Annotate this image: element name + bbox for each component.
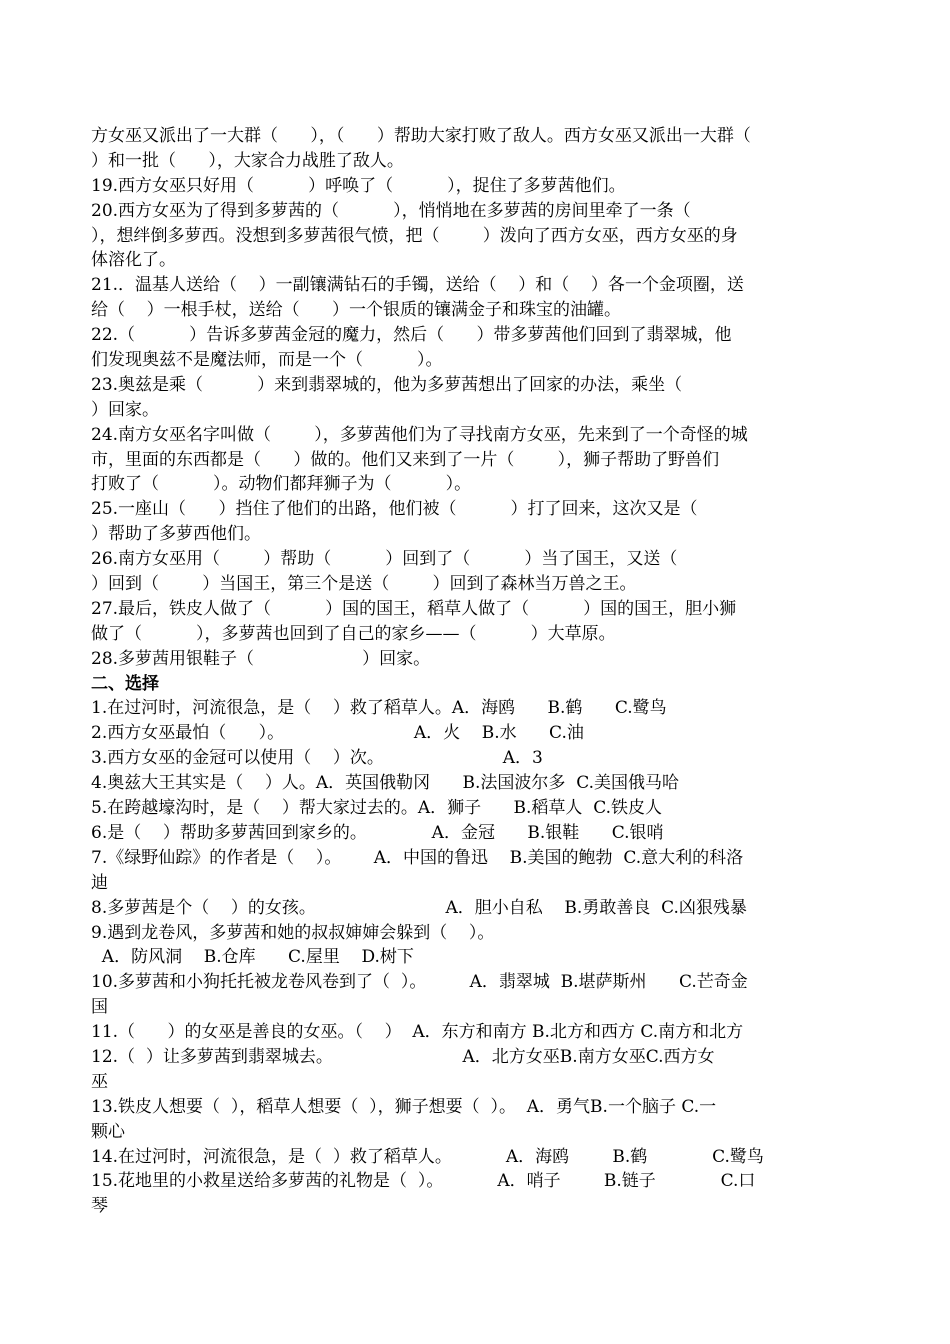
- question-19: 19.西方女巫只好用（ ）呼唤了（ ），捉住了多萝茜他们。: [91, 175, 626, 196]
- choice-question-4: 4.奥兹大王其实是（ ）人。A．英国俄勒冈 B.法国波尔多 C.美国俄马哈: [91, 773, 680, 794]
- choice-question-14: 14.在过河时，河流很急，是（ ）救了稻草人。 A．海鸥 B.鹤 C.鹭鸟: [91, 1146, 764, 1167]
- text-line: ），想绊倒多萝西。没想到多萝茜很气愤，把（ ）泼向了西方女巫，西方女巫的身: [91, 225, 738, 246]
- choice-question-8: 8.多萝茜是个（ ）的女孩。 A．胆小自私 B.勇敢善良 C.凶狠残暴: [91, 897, 747, 918]
- text-line: 迪: [91, 872, 108, 893]
- choice-question-15: 15.花地里的小救星送给多萝茜的礼物是（ ）。 A．哨子 B.链子 C.口: [91, 1171, 756, 1192]
- text-line: 做了（ ），多萝茜也回到了自己的家乡——（ ）大草原。: [91, 623, 616, 644]
- question-22: 22.（ ）告诉多萝茜金冠的魔力，然后（ ）带多萝茜他们回到了翡翠城，他: [91, 325, 732, 346]
- choice-question-9: 9.遇到龙卷风，多萝茜和她的叔叔婶婶会躲到（ ）。: [91, 922, 495, 943]
- question-25: 25.一座山（ ）挡住了他们的出路，他们被（ ）打了回来，这次又是（: [91, 499, 698, 520]
- text-line: ）帮助了多萝西他们。: [91, 524, 261, 545]
- text-line: 打败了（ ）。动物们都拜狮子为（ ）。: [91, 474, 472, 495]
- question-24: 24.南方女巫名字叫做（ ），多萝茜他们为了寻找南方女巫，先来到了一个奇怪的城: [91, 424, 748, 445]
- question-20: 20.西方女巫为了得到多萝茜的（ ），悄悄地在多萝茜的房间里牵了一条（: [91, 200, 691, 221]
- choice-question-1: 1.在过河时，河流很急，是（ ）救了稻草人。A．海鸥 B.鹤 C.鹭鸟: [91, 698, 667, 719]
- text-line: ）和一批（ ），大家合力战胜了敌人。: [91, 150, 404, 171]
- text-line: 琴: [91, 1196, 108, 1217]
- choice-question-12: 12.（ ）让多萝茜到翡翠城去。 A．北方女巫B.南方女巫C.西方女: [91, 1046, 715, 1067]
- question-26: 26.南方女巫用（ ）帮助（ ）回到了（ ）当了国王，又送（: [91, 549, 678, 570]
- text-line: ）回家。: [91, 399, 159, 420]
- text-line: 颗心: [91, 1121, 125, 1142]
- section-title-choice: 二、选择: [91, 673, 159, 694]
- text-line: 市，里面的东西都是（ ）做的。他们又来到了一片（ ），狮子帮助了野兽们: [91, 449, 720, 470]
- choice-question-2: 2.西方女巫最怕（ ）。 A．火 B.水 C.油: [91, 723, 584, 744]
- text-line: 体溶化了。: [91, 250, 176, 271]
- question-21: 21.．温基人送给（ ）一副镶满钻石的手镯，送给（ ）和（ ）各一个金项圈，送: [91, 275, 744, 296]
- choice-question-13: 13.铁皮人想要（ ），稻草人想要（ ），狮子想要（ ）。 A．勇气B.一个脑子 C.一: [91, 1096, 717, 1117]
- choice-question-10: 10.多萝茜和小狗托托被龙卷风卷到了（ ）。 A．翡翠城 B.堪萨斯州 C.芒奇金: [91, 972, 748, 993]
- text-line: A．防风洞 B.仓库 C.屋里 D.树下: [91, 947, 414, 968]
- question-23: 23.奥兹是乘（ ）来到翡翠城的，他为多萝茜想出了回家的办法，乘坐（: [91, 374, 683, 395]
- text-line: ）回到（ ）当国王，第三个是送（ ）回到了森林当万兽之王。: [91, 574, 637, 595]
- text-line: 方女巫又派出了一大群（ ），（ ）帮助大家打败了敌人。西方女巫又派出一大群（: [91, 126, 751, 146]
- text-line: 国: [91, 997, 108, 1018]
- worksheet-content: [91, 124, 863, 1219]
- question-28: 28.多萝茜用银鞋子（ ）回家。: [91, 648, 431, 669]
- choice-question-11: 11.（ ）的女巫是善良的女巫。（ ） A．东方和南方 B.北方和西方 C.南方和北方: [91, 1022, 744, 1043]
- question-27: 27.最后，铁皮人做了（ ）国的国王，稻草人做了（ ）国的国王，胆小狮: [91, 598, 737, 619]
- text-line: 巫: [91, 1071, 108, 1092]
- choice-question-5: 5.在跨越壕沟时，是（ ）帮大家过去的。A．狮子 B.稻草人 C.铁皮人: [91, 798, 663, 819]
- choice-question-3: 3.西方女巫的金冠可以使用（ ）次。 A．3: [91, 748, 543, 769]
- text-line: 给（ ）一根手杖，送给（ ）一个银质的镶满金子和珠宝的油罐。: [91, 300, 622, 321]
- choice-question-7: 7.《绿野仙踪》的作者是（ ）。 A．中国的鲁迅 B.美国的鲍勃 C.意大利的科洛: [91, 847, 744, 868]
- choice-question-6: 6.是（ ）帮助多萝茜回到家乡的。 A．金冠 B.银鞋 C.银哨: [91, 822, 664, 843]
- text-line: 们发现奥兹不是魔法师，而是一个（ ）。: [91, 350, 443, 371]
